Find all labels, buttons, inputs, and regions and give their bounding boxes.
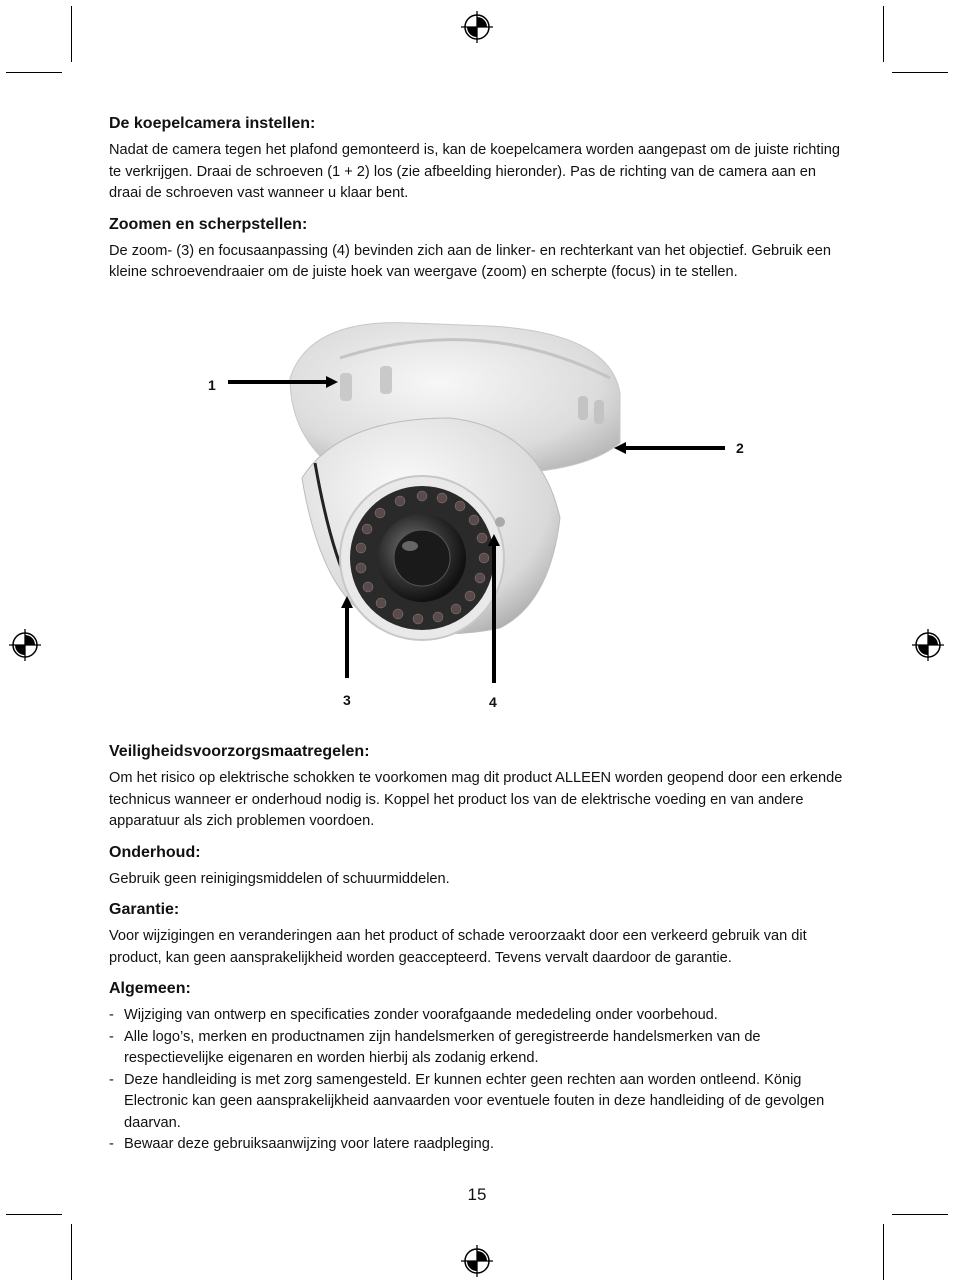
section-heading: Garantie: [109, 901, 180, 918]
callout-label-2: 2 [736, 440, 744, 456]
section-text: Nadat de camera tegen het plafond gemonteerd is, kan de koepelcamera worden aangepast om de juiste richting te verkrijgen. Draai de schroeven (1 + 2) los (zie afbeelding hieronder). Pas de richting van de camera aan en draai de schroeven vast wanneer u klaar bent. [109, 142, 840, 201]
section-text: De zoom- (3) en focusaanpassing (4) bevinden zich aan de linker- en rechterkant van het objectief. Gebruik een kleine schroevendraaier om de juiste hoek van weergave (zoom) en scherpte (focus) in te stellen. [109, 242, 831, 280]
section-text: Gebruik geen reinigingsmiddelen of schuurmiddelen. [109, 870, 450, 887]
registration-mark-bottom-icon [461, 1245, 493, 1277]
dome-camera-illustration [190, 318, 770, 718]
crop-mark-top-right-h [892, 72, 948, 73]
section-safety [109, 742, 849, 833]
crop-mark-bottom-left-v [71, 1224, 72, 1280]
section-heading: Zoomen en scherpstellen: [109, 215, 308, 233]
section-heading: Veiligheidsvoorzorgsmaatregelen: [109, 743, 370, 760]
section-text: Om het risico op elektrische schokken te voorkomen mag dit product ALLEEN worden geopend door een erkende technicus wanneer er onderhoud nodig is. Koppel het product los van de elektrische voeding en van andere apparatuur als zich problemen voordoen. [109, 770, 843, 829]
registration-mark-top-icon [461, 11, 493, 43]
callout-label-1: 1 [208, 377, 216, 393]
section-heading: De koepelcamera instellen: [109, 115, 316, 132]
callout-label-3: 3 [343, 692, 351, 708]
registration-mark-right-icon [912, 629, 944, 661]
section-dome-setup [109, 114, 849, 205]
crop-mark-top-right-v [883, 6, 884, 62]
list-item: - Wijziging van ontwerp en specificaties zonder voorafgaande mededeling onder voorbehoud. [109, 1005, 849, 1027]
section-heading: Algemeen: [109, 980, 191, 997]
list-item: - Alle logo’s, merken en productnamen zijn handelsmerken of geregistreerde handelsmerken van de respectievelijke eigenaren en worden hierbij als zodanig erkend. [109, 1027, 849, 1070]
crop-mark-bottom-right-h [892, 1214, 948, 1215]
list-item: - Bewaar deze gebruiksaanwijzing voor latere raadpleging. [109, 1134, 849, 1156]
crop-mark-bottom-right-v [883, 1224, 884, 1280]
crop-mark-bottom-left-h [6, 1214, 62, 1215]
list-item: - Deze handleiding is met zorg samengesteld. Er kunnen echter geen rechten aan worden ontleend. König Electronic kan geen aansprakelijkheid aanvaarden voor eventuele fouten in deze handleiding of de gevolgen daarvan. [109, 1070, 849, 1135]
page-number: 15 [467, 1185, 487, 1204]
top-content [109, 114, 849, 294]
general-list [109, 1005, 849, 1156]
section-heading: Onderhoud: [109, 843, 201, 861]
section-text: Voor wijzigingen en veranderingen aan het product of schade veroorzaakt door een verkeerd gebruik van dit product, kan geen aansprakelijkheid worden geaccepteerd. Tevens vervalt daardoor de garantie. [109, 928, 807, 966]
section-warranty [109, 900, 849, 969]
registration-mark-left-icon [9, 629, 41, 661]
bottom-content [109, 742, 849, 1156]
crop-mark-top-left-v [71, 6, 72, 62]
section-zoom-focus [109, 215, 849, 284]
callout-label-4: 4 [489, 694, 497, 710]
section-general [109, 979, 849, 1156]
crop-mark-top-left-h [6, 72, 62, 73]
section-maintenance [109, 843, 849, 891]
